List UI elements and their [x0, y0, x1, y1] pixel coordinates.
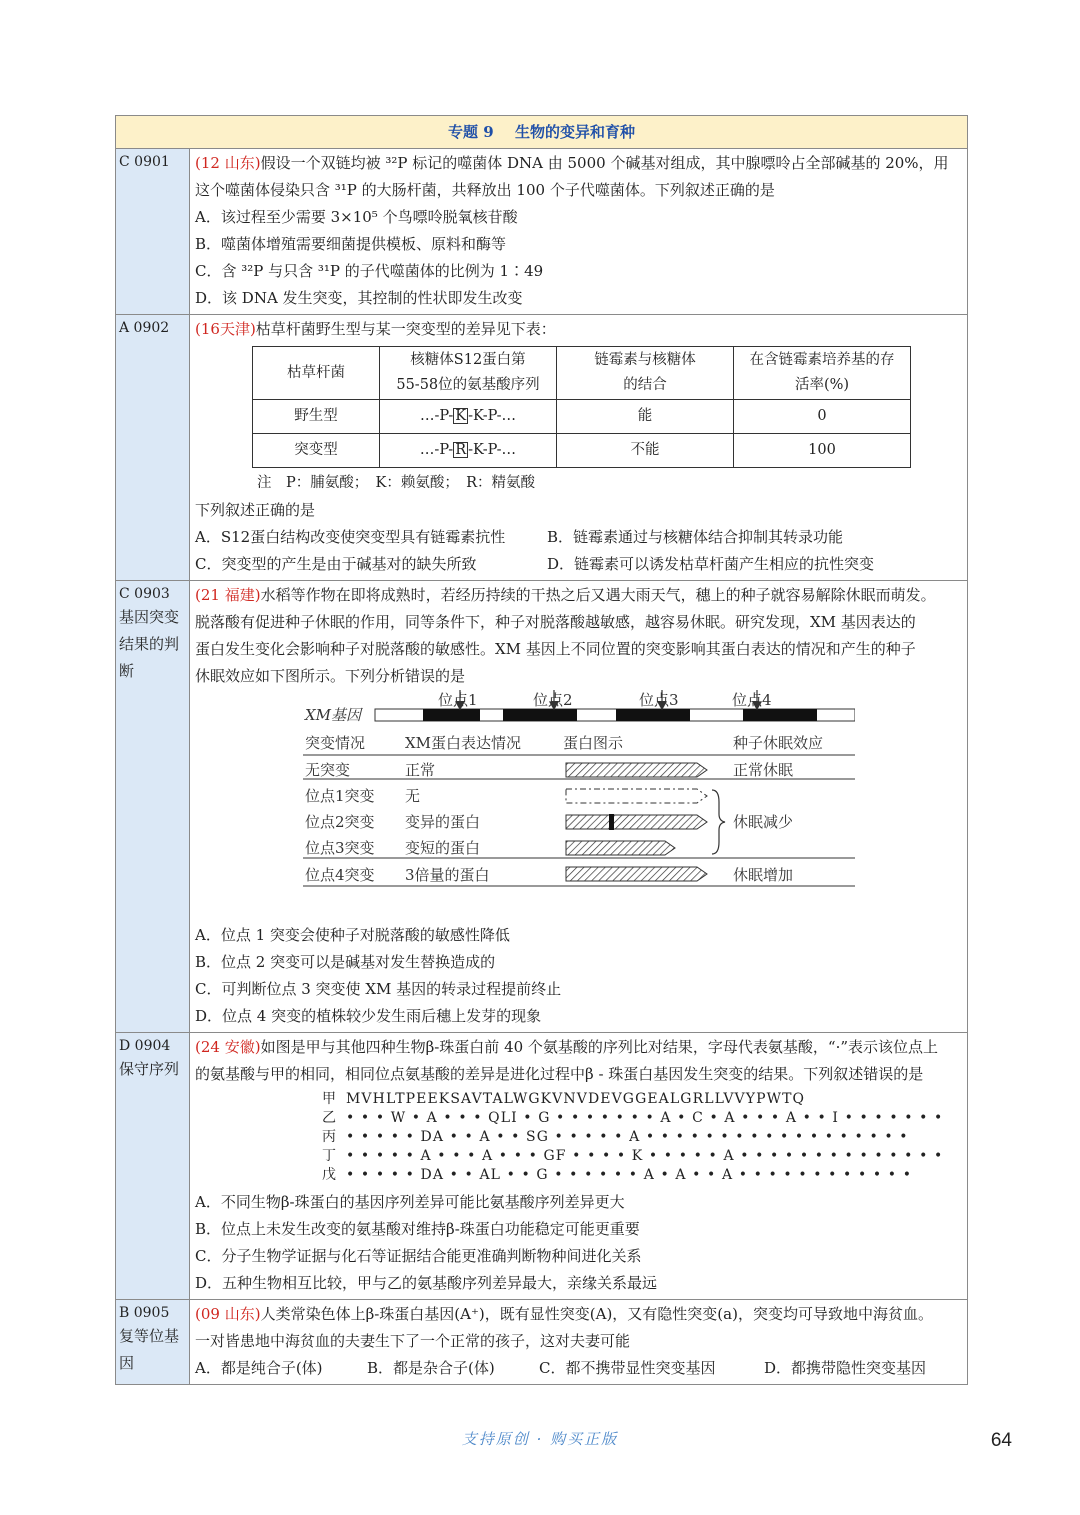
page-number: 64 — [990, 1430, 1012, 1451]
table-header: 枯草杆菌 — [253, 347, 380, 400]
expression-label: 3倍量的蛋白 — [405, 866, 490, 884]
question-source: (16天津) — [195, 320, 256, 338]
sequence-alignment — [322, 1090, 963, 1185]
effect-label: 正常休眠 — [733, 761, 794, 779]
table-header: 在含链霉素培养基的存 活率(%) — [734, 347, 911, 400]
question-source: (12 山东) — [195, 154, 261, 172]
question-code: A 0902 — [119, 320, 170, 336]
category-line: 因 — [119, 1354, 135, 1372]
exon-block — [616, 709, 690, 721]
alignment-row: 甲 MVHLTPEEKSAVTALWGKVNVDEVGGEALGRLLVVYPWTQ — [322, 1091, 806, 1107]
question-content — [190, 581, 967, 1032]
question-label — [116, 1033, 190, 1299]
question-content — [190, 1300, 967, 1384]
col-header: 蛋白图示 — [563, 734, 624, 752]
protein-short-shape — [566, 841, 675, 855]
question-stem-line: 假设一个双链均被 ³²P 标记的噬菌体 DNA 由 5000 个碱基对组成，其中腺嘌呤占全部碱基的 20%，用 — [260, 154, 949, 172]
question-stem-line: 水稻等作物在即将成熟时，若经历持续的干热之后又遇大雨天气，穗上的种子就容易解除休眠而萌发。 — [260, 586, 936, 604]
option-c: C．分子生物学证据与化石等证据结合能更准确判断物种间进化关系 — [195, 1247, 642, 1265]
question-sheet — [115, 115, 968, 1385]
question-content — [190, 149, 967, 314]
option-d: D．链霉素可以诱发枯草杆菌产生相应的抗性突变 — [547, 555, 875, 573]
gene-label: XM基因 — [305, 706, 362, 724]
category-line: 保守序列 — [119, 1060, 180, 1078]
boxed-residue: K — [455, 408, 467, 424]
table-header: 链霉素与核糖体 的结合 — [557, 347, 734, 400]
option-c: C．都不携带显性突变基因 — [539, 1359, 716, 1377]
question-content — [190, 1033, 967, 1299]
mutant-comparison-table — [252, 346, 911, 468]
question-stem-line: 枯草杆菌野生型与某一突变型的差异见下表： — [255, 320, 556, 338]
table-cell: 100 — [734, 434, 911, 468]
site-label: 位点3 — [639, 691, 679, 709]
question-stem-line: 这个噬菌体侵染只含 ³¹P 的大肠杆菌，共释放出 100 个子代噬菌体。下列叙述正确的是 — [195, 181, 775, 199]
question-label — [116, 1300, 190, 1384]
xm-gene-figure — [195, 690, 963, 922]
variant-mark — [609, 814, 614, 830]
col-header: 种子休眠效应 — [733, 734, 824, 752]
table-row — [253, 434, 911, 468]
mutation-label: 位点3突变 — [305, 839, 375, 857]
question-prompt: 下列叙述正确的是 — [195, 501, 316, 519]
table-header: 核糖体S12蛋白第 55-58位的氨基酸序列 — [380, 347, 557, 400]
alignment-row: 乙 • • • W • A • • • QLI • G • • • • • • • A • C • A • • • A • • I • • • • • • • — [322, 1110, 944, 1126]
option-b: B．位点上未发生改变的氨基酸对维持β-珠蛋白功能稳定可能更重要 — [195, 1220, 640, 1238]
option-a: A．S12蛋白结构改变使突变型具有链霉素抗性 — [195, 528, 506, 546]
protein-variant-shape — [566, 815, 707, 829]
table-cell: 能 — [557, 400, 734, 434]
question-label — [116, 315, 190, 580]
alignment-row: 丙 • • • • • DA • • A • • SG • • • • • A • • • • • • • • • • • • • • • • • • — [322, 1129, 909, 1145]
site-label: 位点4 — [732, 691, 772, 709]
question-content — [190, 315, 967, 580]
question-row-0905 — [116, 1300, 967, 1384]
option-d: D．五种生物相互比较，甲与乙的氨基酸序列差异最大，亲缘关系最远 — [195, 1274, 658, 1292]
exon-block — [503, 709, 577, 721]
exon-block — [743, 709, 817, 721]
alignment-row: 戊 • • • • • DA • • AL • • G • • • • • • A • A • • A • • • • • • • • • • • • — [322, 1167, 913, 1183]
question-row-0903 — [116, 581, 967, 1033]
option-a: A．位点 1 突变会使种子对脱落酸的敏感性降低 — [195, 926, 510, 944]
table-cell: 0 — [734, 400, 911, 434]
question-row-0904 — [116, 1033, 967, 1300]
question-source: (09 山东) — [195, 1305, 261, 1323]
expression-label: 变短的蛋白 — [405, 839, 481, 857]
question-stem-line: 一对皆患地中海贫血的夫妻生下了一个正常的孩子，这对夫妻可能 — [195, 1332, 631, 1350]
option-d: D．位点 4 突变的植株较少发生雨后穗上发芽的现象 — [195, 1007, 542, 1025]
option-b: B．噬菌体增殖需要细菌提供模板、原料和酶等 — [195, 235, 507, 253]
mutation-label: 位点2突变 — [305, 813, 375, 831]
question-code: D 0904 — [119, 1038, 171, 1054]
question-row-0902 — [116, 315, 967, 581]
option-c: C．可判断位点 3 突变使 XM 基因的转录过程提前终止 — [195, 980, 562, 998]
protein-triple-shape — [566, 867, 707, 881]
option-b: B．链霉素通过与核糖体结合抑制其转录功能 — [547, 528, 844, 546]
option-d: D．该 DNA 发生突变，其控制的性状即发生改变 — [195, 289, 523, 307]
expression-label: 无 — [405, 787, 421, 805]
expression-label: 正常 — [405, 761, 436, 779]
option-b: B．位点 2 突变可以是碱基对发生替换造成的 — [195, 953, 496, 971]
question-code: C 0903 — [119, 586, 170, 602]
table-note: 注 P：脯氨酸； K：赖氨酸； R：精氨酸 — [257, 475, 536, 491]
mutation-label: 位点4突变 — [305, 866, 375, 884]
category-line: 断 — [119, 662, 135, 680]
mutation-label: 位点1突变 — [305, 787, 375, 805]
question-stem-line: 休眠效应如下图所示。下列分析错误的是 — [195, 667, 466, 685]
question-stem-line: 脱落酸有促进种子休眠的作用，同等条件下，种子对脱落酸越敏感，越容易休眠。研究发现，XM 基因表达的 — [195, 613, 916, 631]
question-source: (21 福建) — [195, 586, 261, 604]
question-code: C 0901 — [119, 154, 170, 170]
mutation-label: 无突变 — [305, 761, 351, 779]
exon-block — [423, 709, 480, 721]
option-b: B．都是杂合子(体) — [367, 1359, 495, 1377]
topic-title: 生物的变异和育种 — [514, 123, 635, 141]
option-d: D．都携带隐性突变基因 — [764, 1359, 927, 1377]
site-label: 位点1 — [438, 691, 478, 709]
alignment-row: 丁 • • • • • A • • • A • • • GF • • • • K • • • • • A • • • • • • • • • • • • • • — [322, 1148, 944, 1164]
option-a: A．该过程至少需要 3×10⁵ 个鸟嘌呤脱氧核苷酸 — [195, 208, 518, 226]
question-row-0901 — [116, 149, 967, 315]
category-line: 结果的判 — [119, 635, 180, 653]
table-cell: …-P- K -K-P-… — [380, 400, 557, 434]
question-label — [116, 581, 190, 1032]
option-c: C．含 ³²P 与只含 ³¹P 的子代噬菌体的比例为 1∶49 — [195, 262, 544, 280]
effect-label: 休眠减少 — [733, 813, 794, 831]
protein-normal-shape — [566, 763, 707, 777]
question-code: B 0905 — [119, 1305, 170, 1321]
footer-slogan: 支持原创 · 购买正版 — [461, 1430, 619, 1448]
option-a: A．都是纯合子(体) — [195, 1359, 323, 1377]
brace-shape — [712, 790, 725, 854]
expression-label: 变异的蛋白 — [405, 813, 481, 831]
option-c: C．突变型的产生是由于碱基对的缺失所致 — [195, 555, 477, 573]
table-cell: …-P- R -K-P-… — [380, 434, 557, 468]
question-stem-line: 人类常染色体上β-珠蛋白基因(A⁺)，既有显性突变(A)，又有隐性突变(a)，突变均可导致地中海贫血。 — [260, 1305, 933, 1323]
table-cell: 野生型 — [253, 400, 380, 434]
question-label — [116, 149, 190, 314]
boxed-residue: R — [455, 442, 467, 458]
table-cell: 不能 — [557, 434, 734, 468]
gene-diagram-svg — [195, 690, 855, 922]
table-cell: 突变型 — [253, 434, 380, 468]
topic-header — [116, 116, 967, 149]
site-label: 位点2 — [533, 691, 573, 709]
col-header: 突变情况 — [305, 734, 366, 752]
protein-absent-shape — [566, 789, 707, 803]
effect-label: 休眠增加 — [733, 866, 794, 884]
table-row — [253, 400, 911, 434]
category-line: 基因突变 — [119, 608, 180, 626]
question-stem-line: 蛋白发生变化会影响种子对脱落酸的敏感性。XM 基因上不同位置的突变影响其蛋白表达的情况和产生的种子 — [195, 640, 916, 658]
option-a: A．不同生物β-珠蛋白的基因序列差异可能比氨基酸序列差异更大 — [195, 1193, 625, 1211]
topic-number: 专题 9 — [448, 123, 494, 141]
question-stem-line: 的氨基酸与甲的相同，相同位点氨基酸的差异是进化过程中β - 珠蛋白基因发生突变的结果。下列叙述错误的是 — [195, 1065, 924, 1083]
col-header: XM蛋白表达情况 — [405, 734, 522, 752]
category-line: 复等位基 — [119, 1327, 180, 1345]
question-stem-line: 如图是甲与其他四种生物β-珠蛋白前 40 个氨基酸的序列比对结果，字母代表氨基酸，“·”表示该位点上 — [260, 1038, 939, 1056]
question-source: (24 安徽) — [195, 1038, 261, 1056]
